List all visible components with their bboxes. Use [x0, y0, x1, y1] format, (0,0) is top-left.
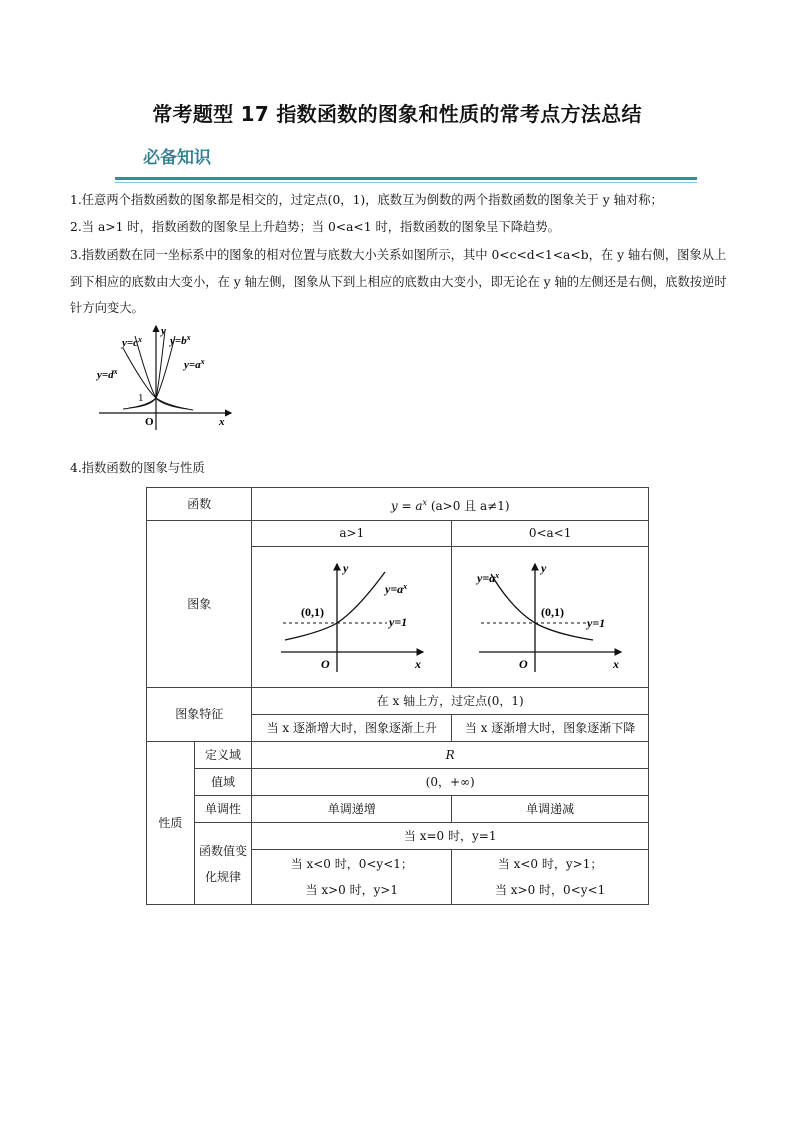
point-label: (0,1) — [541, 604, 565, 619]
monotonicity-label: 单调性 — [194, 796, 252, 823]
paragraph-3: 3.指数函数在同一坐标系中的图象的相对位置与底数大小关系如图所示，其中 0<c<d<1<a<b，在 y 轴右侧，图象从上到下相应的底数由大变小，在 y 轴左侧，图象从下到上相应的底数由大变小，即无论在 y 轴的左侧还是右侧，底数按逆时针方向变大。 — [70, 248, 727, 315]
section-heading: 必备知识 — [143, 148, 211, 168]
change-decreasing: 当 x<0 时，y>1； 当 x>0 时，0<y<1 — [452, 850, 649, 905]
paragraph-4: 4.指数函数的图象与性质 — [70, 461, 205, 475]
x-label: x — [414, 656, 421, 671]
col-a-lt-1: 0<a<1 — [452, 521, 649, 547]
y-axis-label: y — [161, 325, 166, 337]
section-divider-thin — [115, 182, 697, 183]
exponential-comparison-graph — [93, 324, 238, 434]
property-label: 性质 — [147, 742, 195, 905]
origin-label: O — [320, 656, 330, 671]
graph-decreasing — [452, 547, 649, 688]
change-common: 当 x=0 时，y=1 — [252, 823, 649, 850]
monotonicity-increasing: 单调递增 — [252, 796, 452, 823]
feature-common: 在 x 轴上方，过定点(0，1) — [252, 688, 649, 715]
col-a-gt-1: a>1 — [252, 521, 452, 547]
label-d: $y=d^x$ — [97, 367, 118, 381]
curve-label: $y=a^x$ — [477, 570, 500, 585]
change-increasing: 当 x<0 时，0<y<1； 当 x>0 时，y>1 — [252, 850, 452, 905]
x-label: x — [613, 656, 620, 671]
y-label: y — [342, 560, 349, 575]
feature-increasing: 当 x 逐渐增大时，图象逐渐上升 — [252, 715, 452, 742]
label-c: $y=c^x$ — [122, 335, 143, 349]
point-label: (0,1) — [300, 604, 324, 619]
label-a: $y=a^x$ — [184, 357, 205, 371]
label-b: $y=b^x$ — [170, 333, 191, 347]
func-label: 函数 — [147, 488, 252, 521]
paragraph-2: 2.当 a>1 时，指数函数的图象呈上升趋势；当 0<a<1 时，指数函数的图象呈下降趋势。 — [70, 220, 560, 234]
feature-decreasing: 当 x 逐渐增大时，图象逐渐下降 — [452, 715, 649, 742]
domain-value: R — [252, 742, 649, 769]
curve-y-a-x — [285, 572, 385, 640]
feature-label: 图象特征 — [147, 688, 252, 742]
y-label: y — [541, 560, 547, 575]
func-expression: $y = a^x$ (a>0 且 a≠1) — [252, 488, 649, 521]
paragraph-1: 1.任意两个指数函数的图象都是相交的，过定点(0，1)，底数互为倒数的两个指数函数的图象关于 y 轴对称； — [70, 193, 663, 207]
x-axis-label: x — [219, 416, 225, 428]
page-title: 常考题型 17 指数函数的图象和性质的常考点方法总结 — [152, 102, 642, 126]
origin-label: O — [145, 416, 154, 428]
change-rule-label: 函数值变 化规律 — [194, 823, 252, 905]
hline-label: y=1 — [388, 614, 407, 629]
graph-label: 图象 — [147, 521, 252, 688]
curve-d — [123, 348, 193, 410]
range-label: 值域 — [194, 769, 252, 796]
curve-label: $y=a^x$ — [384, 581, 407, 596]
decreasing-exponential-graph — [475, 560, 625, 675]
properties-table — [146, 487, 649, 905]
one-label: 1 — [138, 392, 144, 404]
graph-increasing — [252, 547, 452, 688]
hline-label: y=1 — [587, 615, 606, 630]
increasing-exponential-graph — [277, 560, 427, 675]
monotonicity-decreasing: 单调递减 — [452, 796, 649, 823]
section-divider — [115, 177, 697, 180]
range-value: (0，+∞) — [252, 769, 649, 796]
origin-label: O — [519, 656, 528, 671]
domain-label: 定义域 — [194, 742, 252, 769]
